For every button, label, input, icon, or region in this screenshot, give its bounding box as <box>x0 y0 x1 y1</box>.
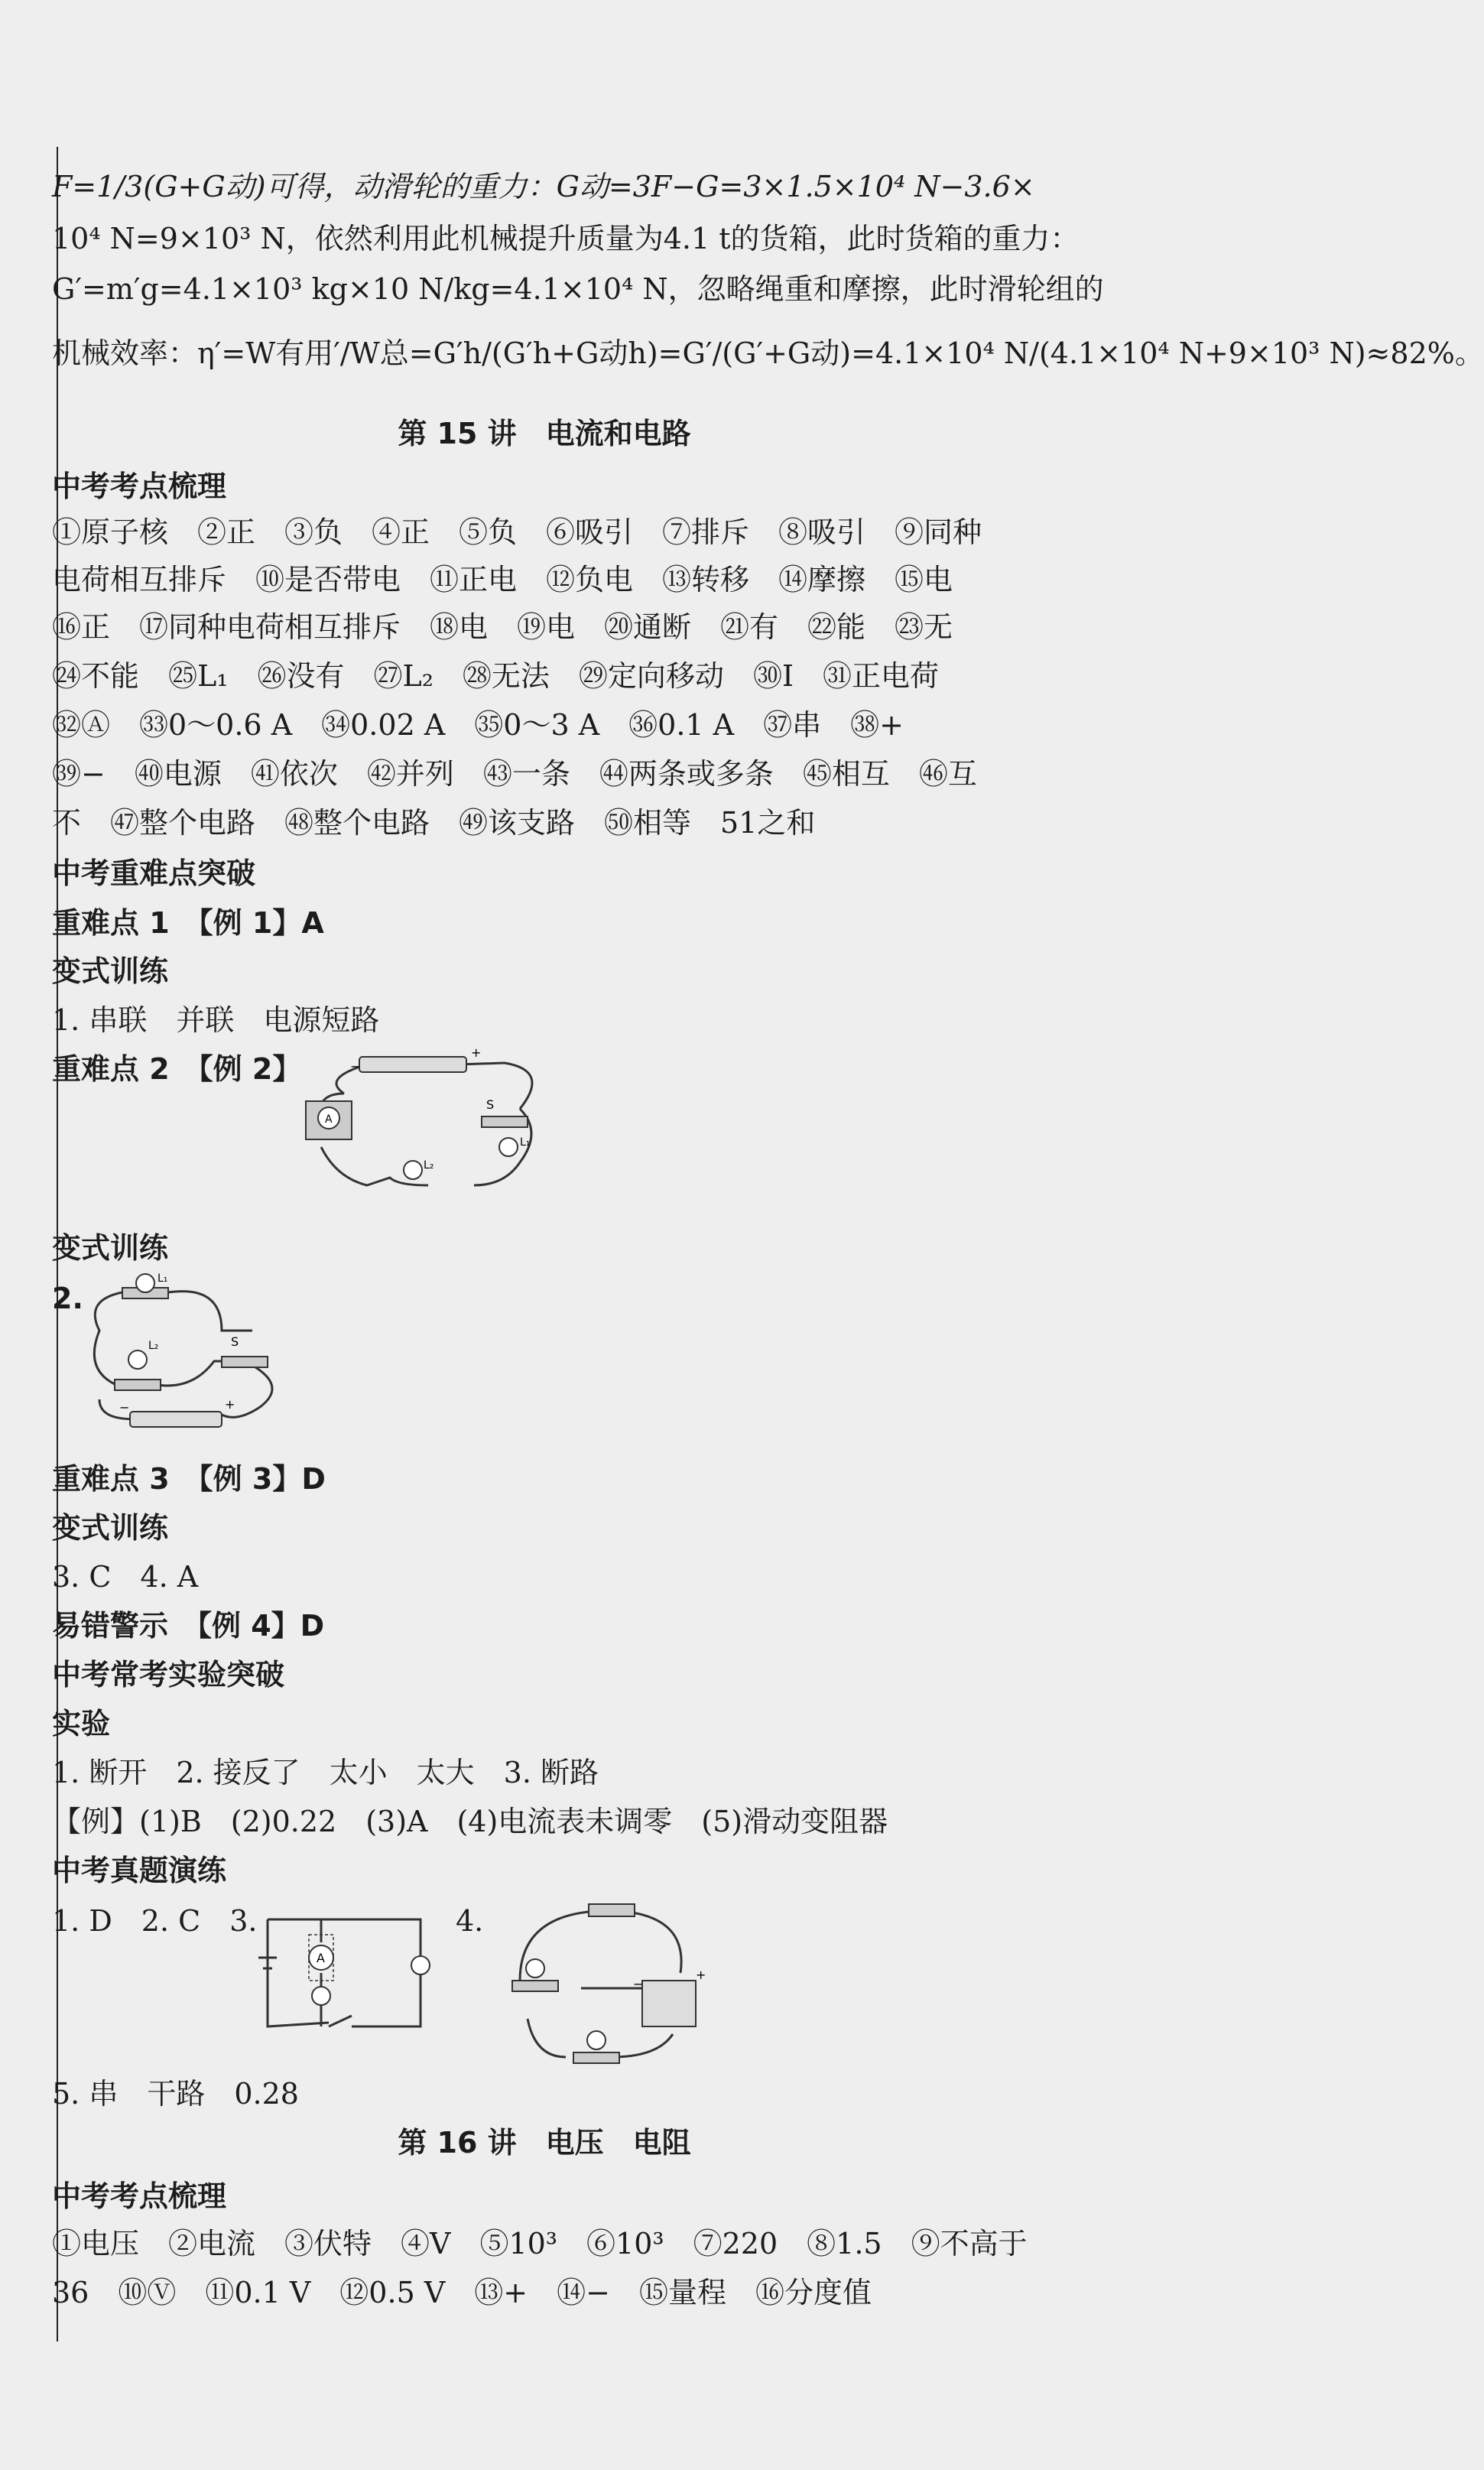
switch-icon <box>482 1116 528 1127</box>
section-heading: 中考重难点突破 <box>52 856 256 890</box>
lamp-icon <box>128 1350 147 1369</box>
circuit-diagram-4 <box>489 1889 719 2072</box>
lamp-icon <box>404 1161 422 1179</box>
lamp-icon <box>411 1956 430 1974</box>
answer-line: 36 ⑩Ⓥ ⑪0.1 V ⑫0.5 V ⑬+ ⑭− ⑮量程 ⑯分度值 <box>52 2276 872 2309</box>
section-heading: 中考考点梳理 <box>52 2179 227 2213</box>
ammeter-label: A <box>317 1951 325 1965</box>
switch-icon <box>589 1904 635 1916</box>
answer-line: 5. 串 干路 0.28 <box>52 2077 299 2111</box>
question-number: 4. <box>456 1904 484 1938</box>
battery-plus-label: + <box>471 1045 482 1060</box>
battery-icon <box>130 1412 222 1427</box>
lamp-l1-label: L₁ <box>157 1272 168 1285</box>
circuit-diagram-example-2 <box>291 1045 566 1216</box>
section-heading: 中考考点梳理 <box>52 470 227 503</box>
formula-line-1: F=1/3(G+G动)可得，动滑轮的重力：G动=3F−G=3×1.5×10⁴ N−3.6× <box>52 170 1035 203</box>
formula-line-4: 机械效率：η′=W有用′/W总=G′h/(G′h+G动h)=G′/(G′+G动)=4.1×10⁴ N/(4.1×10⁴ N+9×10³ N)≈82%。 <box>52 336 1484 370</box>
answer-line: 1. 断开 2. 接反了 太小 太大 3. 断路 <box>52 1756 599 1789</box>
lamp-holder <box>512 1981 558 1991</box>
circuit-diagram-variant-2 <box>69 1269 291 1438</box>
experiment-heading: 实验 <box>52 1707 111 1740</box>
question-number: 2. <box>52 1282 83 1315</box>
lamp-l2-label: L₂ <box>148 1340 159 1352</box>
switch-icon <box>329 2016 352 2026</box>
answer-line: ①电压 ②电流 ③伏特 ④V ⑤10³ ⑥10³ ⑦220 ⑧1.5 ⑨不高于 <box>52 2227 1028 2260</box>
error-warning: 易错警示 【例 4】D <box>52 1609 325 1643</box>
lamp-holder <box>115 1380 161 1390</box>
lamp-icon <box>136 1274 154 1292</box>
battery-icon <box>642 1981 696 2026</box>
formula-line-2: 10⁴ N=9×10³ N，依然利用此机械提升质量为4.1 t的货箱，此时货箱的重力： <box>52 222 1080 255</box>
answer-line: ㉜Ⓐ ㉝0～0.6 A ㉞0.02 A ㉟0～3 A ㊱0.1 A ㊲串 ㊳+ <box>52 708 904 742</box>
lamp-icon <box>499 1138 518 1156</box>
answer-line: 3. C 4. A <box>52 1560 199 1594</box>
battery-minus-label: − <box>633 1977 644 1991</box>
lamp-icon <box>587 2031 606 2049</box>
circuit-schematic-3 <box>245 1904 436 2042</box>
variant-training: 变式训练 <box>52 954 169 988</box>
formula-line-3: G′=m′g=4.1×10³ kg×10 N/kg=4.1×10⁴ N，忽略绳重和摩擦，此时滑轮组的 <box>52 272 1104 306</box>
switch-icon <box>222 1357 268 1367</box>
battery-icon <box>359 1057 466 1072</box>
variant-training: 变式训练 <box>52 1231 169 1265</box>
switch-label: S <box>486 1097 495 1112</box>
answer-line: 不 ㊼整个电路 ㊽整个电路 ㊾该支路 ㊿相等 51之和 <box>52 806 816 840</box>
battery-minus-label: − <box>350 1059 361 1074</box>
lamp-l1-label: L₁ <box>520 1136 531 1149</box>
answer-line: ㊴− ㊵电源 ㊶依次 ㊷并列 ㊸一条 ㊹两条或多条 ㊺相互 ㊻互 <box>52 757 977 791</box>
answer-line: 【例】(1)B (2)0.22 (3)A (4)电流表未调零 (5)滑动变阻器 <box>52 1805 888 1838</box>
key-point-1: 重难点 1 【例 1】A <box>52 906 324 940</box>
lecture-15-title: 第 15 讲 电流和电路 <box>398 417 691 450</box>
section-heading: 中考常考实验突破 <box>52 1658 285 1692</box>
lamp-holder <box>573 2052 619 2063</box>
variant-training: 变式训练 <box>52 1511 169 1545</box>
battery-plus-label: + <box>225 1397 235 1412</box>
lamp-l2-label: L₂ <box>424 1159 434 1172</box>
answer-line: ①原子核 ②正 ③负 ④正 ⑤负 ⑥吸引 ⑦排斥 ⑧吸引 ⑨同种 <box>52 515 982 549</box>
battery-minus-label: − <box>119 1400 130 1415</box>
key-point-3: 重难点 3 【例 3】D <box>52 1462 326 1496</box>
section-heading: 中考真题演练 <box>52 1854 227 1887</box>
answer-line: 1. 串联 并联 电源短路 <box>52 1003 380 1037</box>
answer-line: ㉔不能 ㉕L₁ ㉖没有 ㉗L₂ ㉘无法 ㉙定向移动 ㉚I ㉛正电荷 <box>52 659 939 693</box>
answer-line: 电荷相互排斥 ⑩是否带电 ⑪正电 ⑫负电 ⑬转移 ⑭摩擦 ⑮电 <box>52 563 953 596</box>
lecture-16-title: 第 16 讲 电压 电阻 <box>398 2126 691 2160</box>
switch-label: S <box>231 1334 239 1349</box>
battery-plus-label: + <box>696 1968 706 1982</box>
answer-line: 1. D 2. C 3. <box>52 1904 258 1938</box>
key-point-2: 重难点 2 【例 2】 <box>52 1052 302 1086</box>
answer-line: ⑯正 ⑰同种电荷相互排斥 ⑱电 ⑲电 ⑳通断 ㉑有 ㉒能 ㉓无 <box>52 610 953 644</box>
lamp-icon <box>312 1987 330 2005</box>
ammeter-label: A <box>325 1113 333 1126</box>
lamp-icon <box>526 1959 544 1978</box>
